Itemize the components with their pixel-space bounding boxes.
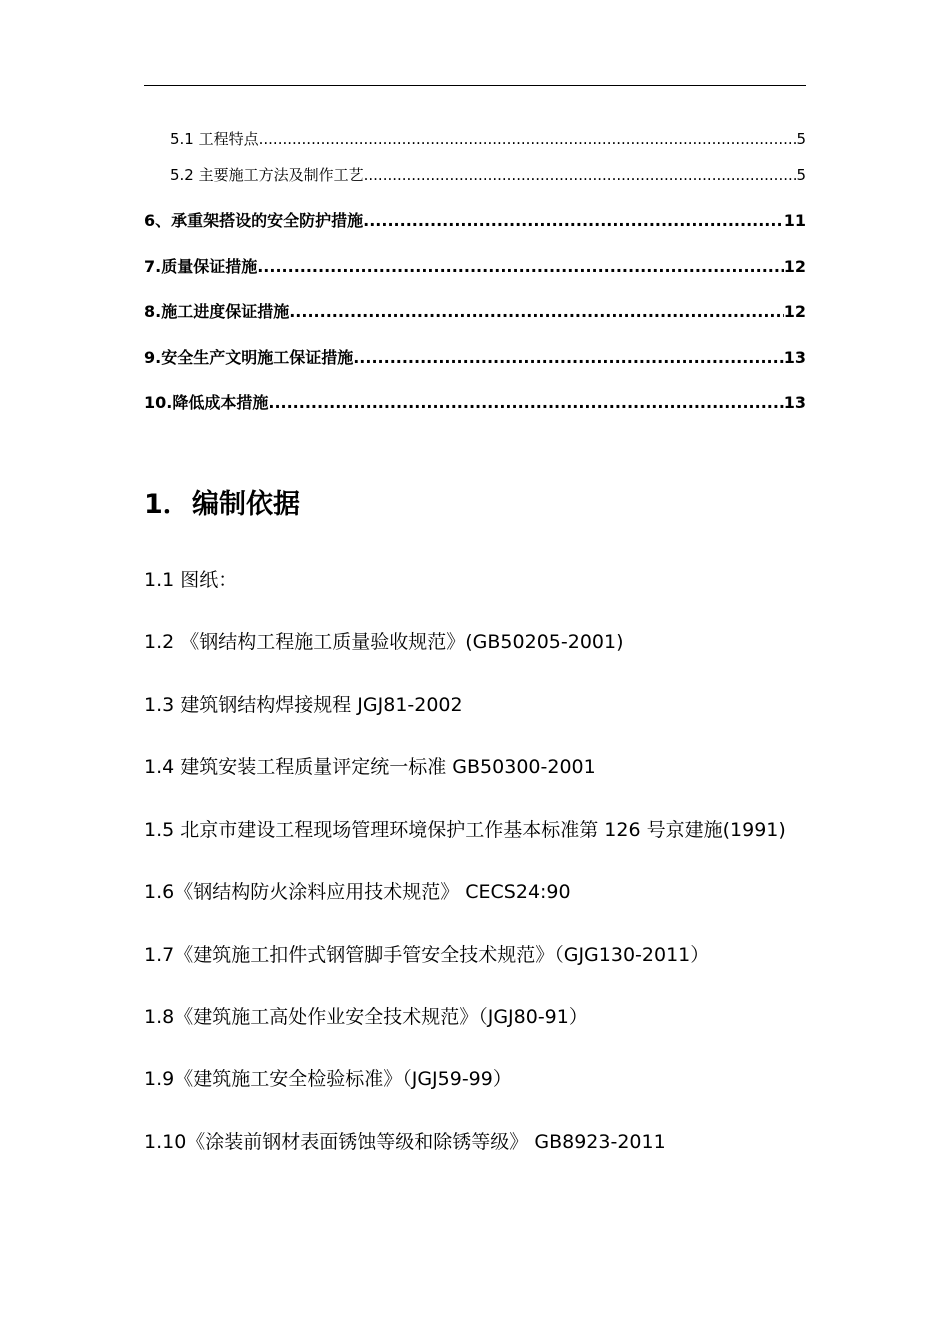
toc-entry-label: 9.安全生产文明施工保证措施 (144, 348, 354, 367)
section-title-text: 编制依据 (192, 489, 300, 520)
toc-entry-page: 5 (796, 130, 806, 148)
toc-entry[interactable] (170, 164, 806, 185)
toc-entry-label: 6、承重架搭设的安全防护措施 (144, 211, 364, 230)
reference-item: 1.7《建筑施工扣件式钢管脚手管安全技术规范》（GJG130-2011） (144, 944, 710, 966)
toc-entry[interactable] (144, 254, 806, 277)
toc-leader-dots (353, 348, 784, 367)
reference-item: 1.6《钢结构防火涂料应用技术规范》 CECS24:90 (144, 881, 571, 903)
toc-entry[interactable] (144, 345, 806, 368)
toc-entry-page: 13 (783, 348, 806, 367)
reference-item: 1.2 《钢结构工程施工质量验收规范》(GB50205-2001) (144, 631, 624, 653)
toc-entry-label: 7.质量保证措施 (144, 257, 258, 276)
toc-leader-dots (268, 393, 783, 412)
reference-item: 1.3 建筑钢结构焊接规程 JGJ81-2002 (144, 694, 463, 716)
toc-entry-label: 10.降低成本措施 (144, 393, 269, 412)
toc-entry-label: 5.1 工程特点 (170, 130, 259, 148)
toc-entry-label: 5.2 主要施工方法及制作工艺 (170, 166, 364, 184)
toc-entry-page: 5 (796, 166, 806, 184)
reference-item: 1.5 北京市建设工程现场管理环境保护工作基本标准第 126 号京建施(1991) (144, 819, 786, 841)
toc-leader-dots (289, 302, 784, 321)
toc-leader-dots (259, 130, 797, 148)
toc-entry-page: 12 (783, 302, 806, 321)
reference-item: 1.4 建筑安装工程质量评定统一标准 GB50300-2001 (144, 756, 596, 778)
toc-leader-dots (257, 257, 784, 276)
header-rule (144, 85, 806, 86)
toc-entry-page: 13 (783, 393, 806, 412)
section-number: 1． (144, 489, 190, 520)
reference-item: 1.9《建筑施工安全检验标准》（JGJ59-99） (144, 1068, 512, 1090)
toc-entry[interactable] (144, 299, 806, 322)
toc-entry[interactable] (144, 208, 806, 231)
reference-item: 1.10《涂装前钢材表面锈蚀等级和除锈等级》 GB8923-2011 (144, 1131, 666, 1153)
toc-entry[interactable] (170, 128, 806, 149)
toc-leader-dots (364, 166, 797, 184)
section-heading (144, 482, 300, 521)
reference-item: 1.1 图纸： (144, 569, 238, 591)
toc-entry-page: 12 (783, 257, 806, 276)
toc-entry-label: 8.施工进度保证措施 (144, 302, 290, 321)
toc-leader-dots (363, 211, 784, 230)
reference-item: 1.8《建筑施工高处作业安全技术规范》（JGJ80-91） (144, 1006, 588, 1028)
toc-entry-page: 11 (783, 211, 806, 230)
toc-entry[interactable] (144, 390, 806, 413)
